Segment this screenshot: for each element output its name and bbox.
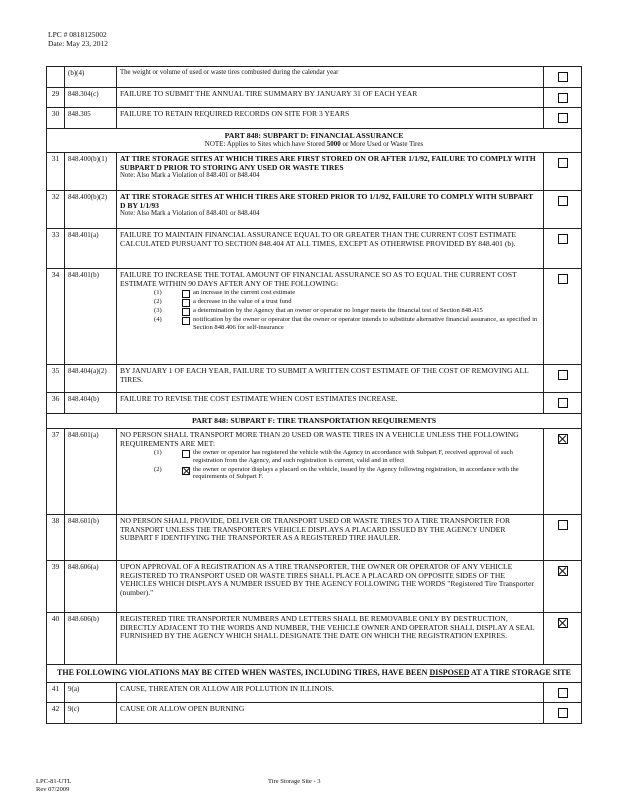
sub-checkbox[interactable] [182, 299, 190, 307]
row-section: 848.305 [65, 108, 117, 129]
row-section: 848.401(a) [65, 228, 117, 268]
row-number: 36 [47, 392, 65, 413]
violation-checkbox[interactable] [544, 268, 582, 364]
sub-item: (2) the owner or operator displays a placard on the vehicle, issued by the Agency following registration, in accordance with the requirements of Subpart F. [154, 465, 519, 481]
row-section: 848.401(b) [65, 268, 117, 364]
row-number: 34 [47, 268, 65, 364]
sub-item: (1) the owner or operator has registered the vehicle with the Agency in accordance with Subpart F, received approval of such registration from the Agency, and such registration is current, valid and in effect [154, 449, 513, 464]
violation-row [47, 108, 582, 129]
row-text: AT TIRE STORAGE SITES AT WHICH TIRES ARE STORED PRIOR TO 1/1/92, FAILURE TO COMPLY WITH SUBPART D BY 1/1/93 Note: Also Mark a Violation of 848.401 or 848.404 [117, 190, 544, 228]
document-header [48, 30, 108, 48]
violation-checkbox[interactable] [544, 682, 582, 703]
row-section: 848.601(b) [65, 515, 117, 561]
row-number: 29 [47, 87, 65, 108]
row-section: 848.400(b)(2) [65, 190, 117, 228]
row-number: 39 [47, 561, 65, 613]
row-section: 9(c) [65, 703, 117, 724]
violation-row [47, 228, 582, 268]
violation-row [47, 392, 582, 413]
sub-checkbox[interactable] [182, 308, 190, 316]
row-number: 38 [47, 515, 65, 561]
row-section: 848.400(b)(1) [65, 152, 117, 190]
part-heading-transportation [47, 413, 582, 429]
row-text: CAUSE, THREATEN OR ALLOW AIR POLLUTION IN ILLINOIS. [117, 682, 544, 703]
row-number: 42 [47, 703, 65, 724]
row-number: 33 [47, 228, 65, 268]
row-section: 9(a) [65, 682, 117, 703]
row-text: FAILURE TO SUBMIT THE ANNUAL TIRE SUMMARY BY JANUARY 31 OF EACH YEAR [117, 87, 544, 108]
violation-row [47, 429, 582, 515]
sub-checkbox-checked[interactable] [182, 467, 190, 475]
violation-checkbox[interactable] [544, 67, 582, 88]
row-number: 40 [47, 613, 65, 665]
row-number: 32 [47, 190, 65, 228]
row-note: Note: Also Mark a Violation of 848.401 or 848.404 [120, 210, 260, 218]
page-label: Tire Storage Site - 3 [268, 778, 321, 785]
violation-checkbox[interactable] [544, 152, 582, 190]
row-text: FAILURE TO MAINTAIN FINANCIAL ASSURANCE EQUAL TO OR GREATER THAN THE CURRENT COST ESTIMATE CALCULATED PURSUANT TO SECTION 848.404 AT ALL TIMES, EXCEPT AS OTHERWISE PROVIDED BY 848.401 (b). [117, 228, 544, 268]
sub-item: (2) a decrease in the value of a trust fund [154, 298, 292, 306]
violation-checkbox[interactable] [544, 392, 582, 413]
form-id: LPC-81-UTL Rev 07/2009 [36, 778, 72, 793]
row-text: NO PERSON SHALL TRANSPORT MORE THAN 20 USED OR WASTE TIRES IN A VEHICLE UNLESS THE FOLLOWING REQUIREMENTS ARE MET: (1) the owner or operator has registered the vehicle with the Agency in accordance with Subpart F, received approval of such registration from the Agency, and such registration is current, valid and in effect (2) the owner or operator displays a placard on the vehicle, issued by the Agency following registration, in accordance with the requirements of Subpart F. [117, 429, 544, 515]
part-heading-financial [47, 128, 582, 152]
row-number: 37 [47, 429, 65, 515]
row-number [47, 67, 65, 88]
violation-checkbox[interactable] [544, 108, 582, 129]
row-section: 848.304(c) [65, 87, 117, 108]
violation-checkbox[interactable] [544, 703, 582, 724]
violation-checklist [46, 66, 582, 724]
lpc-number: LPC # 0818125002 [48, 30, 107, 39]
row-section: 848.404(b) [65, 392, 117, 413]
row-text: REGISTERED TIRE TRANSPORTER NUMBERS AND LETTERS SHALL BE REMOVABLE ONLY BY DESTRUCTION, DIRECTLY ADJACENT TO THE WORDS AND NUMBER, THE VEHICLE OWNER AND OPERATOR SHALL DISPLAY A SEAL FURNISHED BY THE AGENCY WHICH SHALL DESIGNATE THE DATE ON WHICH THE REGISTRATION EXPIRES. [117, 613, 544, 665]
violation-row [47, 87, 582, 108]
sub-checkbox[interactable] [182, 450, 190, 458]
violation-row [47, 364, 582, 392]
sub-item: (4) notification by the owner or operator that the owner or operator intends to substitute alternative financial assurance, as specified in Section 848.406 for self-insurance [154, 316, 538, 331]
sub-item: (3) a determination by the Agency that an owner or operator no longer meets the financial test of Section 848.415 [154, 307, 483, 315]
row-note: Note: Also Mark a Violation of 848.401 or 848.404 [120, 172, 260, 180]
row-section: 848.404(a)(2) [65, 364, 117, 392]
row-section: 848.606(a) [65, 561, 117, 613]
row-number: 30 [47, 108, 65, 129]
violation-row [47, 561, 582, 613]
sub-item: (1) an increase in the current cost estimate [154, 289, 296, 297]
part-title: PART 848: SUBPART F: TIRE TRANSPORTATION REQUIREMENTS [191, 415, 437, 425]
row-number: 35 [47, 364, 65, 392]
violation-row [47, 613, 582, 665]
row-text: FAILURE TO RETAIN REQUIRED RECORDS ON SITE FOR 3 YEARS [117, 108, 544, 129]
row-text: The weight or volume of used or waste tires combusted during the calendar year [117, 67, 544, 88]
violation-row [47, 152, 582, 190]
row-number: 31 [47, 152, 65, 190]
violation-row [47, 703, 582, 724]
inspection-date: Date: May 23, 2012 [48, 39, 108, 48]
row-section: 848.606(b) [65, 613, 117, 665]
violation-row [47, 515, 582, 561]
violation-row [47, 268, 582, 364]
violation-checkbox-checked[interactable] [544, 613, 582, 665]
part-title: PART 848: SUBPART D: FINANCIAL ASSURANCE [224, 130, 404, 140]
part-note: NOTE: Applies to Sites which have Stored 5000 or More Used or Waste Tires [204, 140, 424, 149]
row-text: FAILURE TO REVISE THE COST ESTIMATE WHEN COST ESTIMATES INCREASE. [117, 392, 544, 413]
row-text: AT TIRE STORAGE SITES AT WHICH TIRES ARE FIRST STORED ON OR AFTER 1/1/92, FAILURE TO COMPLY WITH SUBPART D PRIOR TO STORING ANY USED OR WASTE TIRES Note: Also Mark a Violation of 848.401 or 848.404 [117, 152, 544, 190]
row-text: CAUSE OR ALLOW OPEN BURNING [117, 703, 544, 724]
row-text: NO PERSON SHALL PROVIDE, DELIVER OR TRANSPORT USED OR WASTE TIRES TO A TIRE TRANSPORTER FOR TRANSPORT UNLESS THE TRANSPORTER'S VEHICLE DISPLAYS A PLACARD ISSUED BY THE AGENCY UNDER SUBPART F IDENTIFYING THE TRANSPORTER AS A REGISTERED TIRE HAULER. [117, 515, 544, 561]
row-section: 848.601(a) [65, 429, 117, 515]
violation-checkbox-checked[interactable] [544, 561, 582, 613]
violation-checkbox[interactable] [544, 228, 582, 268]
row-text: BY JANUARY 1 OF EACH YEAR, FAILURE TO SUBMIT A WRITTEN COST ESTIMATE OF THE COST OF REMOVING ALL TIRES. [117, 364, 544, 392]
disposal-heading: THE FOLLOWING VIOLATIONS MAY BE CITED WHEN WASTES, INCLUDING TIRES, HAVE BEEN DISPOSED AT A TIRE STORAGE SITE [47, 665, 582, 683]
violation-checkbox[interactable] [544, 515, 582, 561]
row-number: 41 [47, 682, 65, 703]
row-text: UPON APPROVAL OF A REGISTRATION AS A TIRE TRANSPORTER, THE OWNER OR OPERATOR OF ANY VEHICLE REGISTERED TO TRANSPORT USED OR WASTE TIRES SHALL PLACE A PLACARD ON OPPOSITE SIDES OF THE VEHICLES WHICH DISPLAYS A NUMBER ISSUED BY THE AGENCY FOLLOWING THE WORDS "Registered Tire Transporter (number)." [117, 561, 544, 613]
row-text: FAILURE TO INCREASE THE TOTAL AMOUNT OF FINANCIAL ASSURANCE SO AS TO EQUAL THE CURRENT COST ESTIMATE WITHIN 90 DAYS AFTER ANY OF THE FOLLOWING: (1) an increase in the current cost estimate (2) a decrease in the value of a trust fund (3) a determination by the Agency that an owner or operator no longer meets the financial test of Section 848.415 (4) notification by the owner or operator that the owner or operator intends to substitute alternative financial assurance, as specified in Section 848.406 for self-insurance [117, 268, 544, 364]
violation-row [47, 682, 582, 703]
violation-row [47, 67, 582, 88]
violation-checkbox-checked[interactable] [544, 429, 582, 515]
sub-checkbox[interactable] [182, 317, 190, 325]
violation-checkbox[interactable] [544, 87, 582, 108]
sub-checkbox[interactable] [182, 290, 190, 298]
violation-row [47, 190, 582, 228]
violation-checkbox[interactable] [544, 364, 582, 392]
violation-checkbox[interactable] [544, 190, 582, 228]
row-section: (b)(4) [65, 67, 117, 88]
